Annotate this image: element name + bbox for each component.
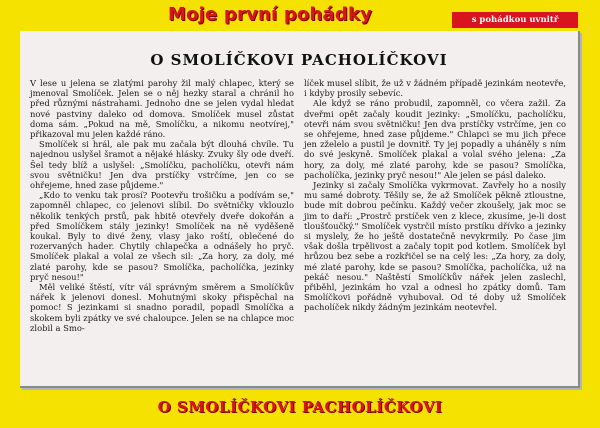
badge-label: s pohádkou uvnitř xyxy=(452,12,578,28)
paragraph: Smolíček si hrál, ale pak mu začala být dlouhá chvíle. Tu najednou uslyšel šramot a nějaké hlásky. Zvuky šly ode dveří. Šel tedy blíž a uslyšel: „Smolíčku, pacholíčku, otevři nám svou světničku! Jen dva prstíčky vstrčíme, jen co se ohřejeme, hned zase půjdeme." xyxy=(30,139,294,191)
brand-title: Moje první pohádky xyxy=(168,4,373,25)
story-panel xyxy=(20,31,580,388)
paragraph: Ale když se ráno probudil, zapomněl, co včera zažil. Za dveřmi opět začaly koudit jezinky: „Smolíčku, pacholíčku, otevři nám svou světničku! Jen dva prstíčky vstrčíme, jen co se ohřejeme, hned zase půjdeme." Chlapci se mu jich přece jen zželelo a pustil je dovnitř. Ty jej popadly a uháněly s ním do své jeskyně. Smolíček plakal a volal svého jelena: „Za hory, za doly, mé zlaté parohy, kde se pasou? Smolíčka, pacholíčka, jezinky pryč nesou!" Ale jelen se pásl daleko. xyxy=(304,98,566,180)
paragraph: „Kdo to venku tak prosí? Pootevřu trošičku a podívám se," zapomněl chlapec, co jelenovi slíbil. Do světničky vklouzlo několik tenkých prstů, pak hbitě otevřely dveře dokořán a před Smolíčkem stály jezinky! Smolíček na ně vyděšeně koukal. Byly to divé ženy, vlasy jako roští, oblečené do rozervaných hader. Chytily chlapečka a odnášely ho pryč. Smolíček plakal a volal ze všech sil: „Za hory, za doly, mé zlaté parohy, kde se pasou? Smolíčka, pacholíčka, jezinky pryč nesou!" xyxy=(30,190,294,282)
right-column xyxy=(304,78,566,313)
story-title: O SMOLÍČKOVI PACHOLÍČKOVI xyxy=(150,51,448,69)
paragraph: Měl veliké štěstí, vítr vál správným směrem a Smolíčkův nářek k jelenovi donesl. Mohutnými skoky přispěchal na pomoc! S jezinkami si snadno poradil, popadl Smolíčka a skokem byli zpátky ve své chaloupce. Jelen se na chlapce moc zlobil a Smo- xyxy=(30,282,294,333)
paragraph: líček musel slíbit, že už v žádném případě jezinkám neotevře, i kdyby prosily sebevíc. xyxy=(304,78,566,99)
left-column xyxy=(30,78,294,333)
footer-title: O SMOLÍČKOVI PACHOLÍČKOVI xyxy=(157,398,443,416)
paragraph: V lese u jelena se zlatými parohy žil malý chlapec, který se jmenoval Smolíček. Jelen se o něj hezky staral a chránil ho před různými nástrahami. Jednoho dne se jelen vydal hledat nové pastviny daleko od domova. Smolíček musel zůstat doma sám. „Pokud na mě, Smolíčku, a nikomu neotvírej," přikazoval mu jelen každé ráno. xyxy=(30,78,294,140)
paragraph: Jezinky si začaly Smolíčka vykrmovat. Zavřely ho a nosily mu samé dobroty. Těšily se, že až Smolíček pěkně ztloustne, bude mít dobrou pečínku. Každý večer zkoušely, jak moc se jim to daří: „Prostrč prstíček ven z klece, zkusíme, je-li dost tloušťoučký." Smolíček vystrčil místo prstíku dřívko a jezinky si myslely, že ho ještě dostatečně nevykrmily. Po čase jim však došla trpělivost a začaly topit pod kotlem. Smolíček byl hrůzou bez sebe a rozkřičel se na celý les: „Za hory, za doly, mé zlaté parohy, kde se pasou? Smolíčka, pacholíčka, už na pekáč nesou." Naštěstí Smolíčkův nářek jelen zaslechl, přiběhl, jezinkám ho vzal a odnesl ho zpátky domů. Tam Smolíčkovi pořádně vyhubovał. Od té doby už Smolíček pacholíček nikdy žádným jezinkám neotevřel. xyxy=(304,180,566,313)
